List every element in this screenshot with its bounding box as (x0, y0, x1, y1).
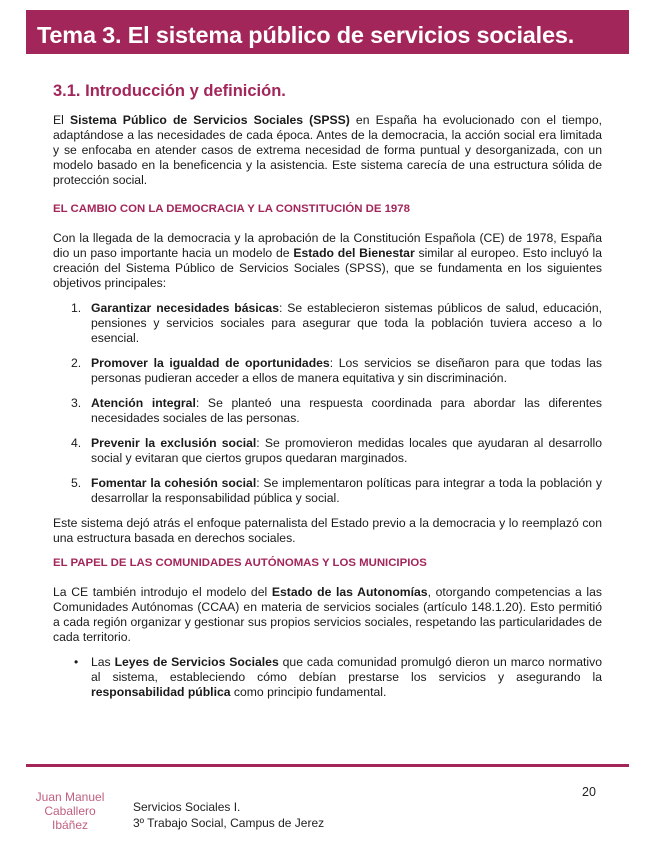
subsection-heading-autonomies: EL PAPEL DE LAS COMUNIDADES AUTÓNOMAS Y LOS MUNICIPIOS (53, 557, 427, 569)
list-item: 5. Fomentar la cohesión social: Se implementaron políticas para integrar a toda la población y desarrollar la responsabilidad pública y social. (71, 476, 602, 505)
subsection-heading-democracy: EL CAMBIO CON LA DEMOCRACIA Y LA CONSTITUCIÓN DE 1978 (53, 203, 410, 215)
intro-paragraph: El Sistema Público de Servicios Sociales (SPSS) en España ha evolucionado con el tiempo, adaptándose a las necesidades de cada época. Antes de la democracia, la acción social era limitada y se enfocaba en atender casos de extrema necesidad de forma puntual y desorganizada, con un modelo basado en la beneficencia y la asistencia. Este sistema carecía de una estructura sólida de protección social. (53, 113, 602, 187)
author-name: Juan Manuel Caballero Ibáñez (35, 790, 105, 832)
list-item: 1. Garantizar necesidades básicas: Se establecieron sistemas públicos de salud, educación, pensiones y servicios sociales para asegurar que toda la población tuviera acceso a lo esencial. (71, 301, 602, 345)
page-title-bar (26, 10, 629, 54)
intro-bold-term: Sistema Público de Servicios Sociales (SPSS) (69, 113, 350, 127)
democracy-bold-term: Estado del Bienestar (293, 246, 415, 260)
objectives-list (53, 301, 602, 506)
document-body (53, 113, 602, 700)
democracy-paragraph: Con la llegada de la democracia y la aprobación de la Constitución Española (CE) de 1978, España dio un paso importante hacia un modelo de Estado del Bienestar similar al europeo. Esto incluyó la creación del Sistema Público de Servicios Sociales (SPSS), que se fundamenta en los siguientes objetivos principales: (53, 231, 603, 290)
footer-divider (26, 764, 629, 767)
course-info: Servicios Sociales I. 3º Trabajo Social, Campus de Jerez (133, 800, 325, 830)
autonomies-bold-term: Estado de las Autonomías (271, 585, 428, 599)
list-item: 3. Atención integral: Se planteó una respuesta coordinada para abordar las diferentes necesidades sociales de las personas. (71, 396, 603, 425)
laws-bullet-list (53, 655, 602, 700)
autonomies-paragraph: La CE también introdujo el modelo del Estado de las Autonomías, otorgando competencias a las Comunidades Autónomas (CCAA) en materia de servicios sociales (artículo 148.1.20). Esto permitió a cada región organizar y gestionar sus propios servicios sociales, respetando las particularidades de cada territorio. (53, 585, 602, 644)
list-item: • Las Leyes de Servicios Sociales que cada comunidad promulgó dieron un marco normativo al sistema, estableciendo cómo debían prestarse los servicios y asegurando la responsabilidad pública como principio fundamental. (74, 655, 602, 699)
closing-paragraph: Este sistema dejó atrás el enfoque paternalista del Estado previo a la democracia y lo reemplazó con una estructura basada en derechos sociales. (53, 516, 602, 545)
page-number: 20 (582, 785, 596, 799)
list-item: 4. Prevenir la exclusión social: Se promovieron medidas locales que ayudaran al desarrollo social y evitaran que ciertos grupos quedaran marginados. (71, 436, 602, 465)
section-heading: 3.1. Introducción y definición. (53, 82, 286, 100)
bullet-icon: • (74, 655, 79, 669)
page-title: Tema 3. El sistema público de servicios sociales. (37, 22, 575, 48)
list-item: 2. Promover la igualdad de oportunidades: Los servicios se diseñaron para que todas las personas pudieran acceder a ellos de manera equitativa y sin discriminación. (71, 356, 602, 385)
